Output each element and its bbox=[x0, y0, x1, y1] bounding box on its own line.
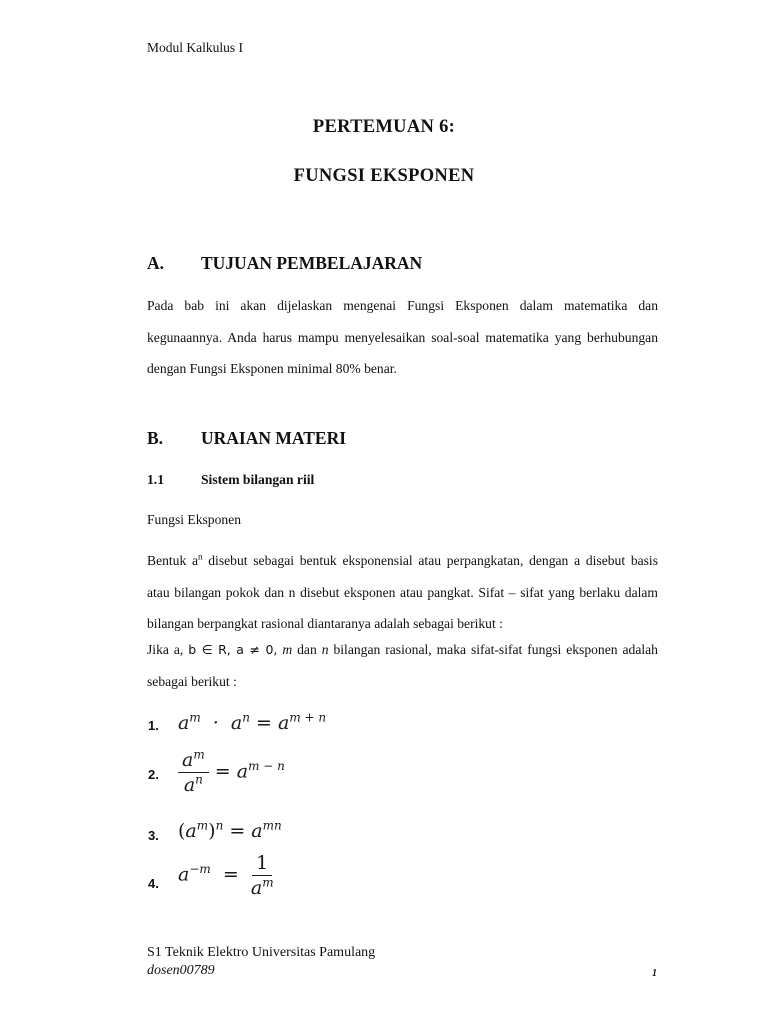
running-header: Modul Kalkulus I bbox=[147, 40, 243, 55]
footer-author: dosen00789 bbox=[147, 963, 215, 978]
formula-3: $(a^m)^n = a^{mn}$ bbox=[178, 818, 282, 842]
page-number: 1 bbox=[652, 968, 657, 979]
formula-3-number: 3. bbox=[148, 828, 159, 843]
chapter-subtitle: FUNGSI EKSPONEN bbox=[293, 166, 475, 186]
definition-paragraph bbox=[147, 545, 658, 640]
section-a-heading: TUJUAN PEMBELAJARAN bbox=[201, 253, 423, 273]
subsection-title: Sistem bilangan riil bbox=[201, 472, 315, 487]
formula-1-number: 1. bbox=[148, 718, 159, 733]
section-a-letter: A. bbox=[147, 253, 165, 273]
para1-start: Bentuk a bbox=[147, 553, 199, 568]
topic-label: Fungsi Eksponen bbox=[147, 512, 242, 527]
chapter-title: PERTEMUAN 6: bbox=[312, 117, 456, 137]
subsection-number: 1.1 bbox=[147, 472, 164, 487]
section-b-letter: B. bbox=[147, 428, 164, 448]
formula-2-number: 2. bbox=[148, 767, 159, 782]
conditions-paragraph bbox=[147, 634, 658, 697]
section-a-paragraph: Pada bab ini akan dijelaskan mengenai Fungsi Eksponen dalam matematika dan kegunaannya. Anda harus mampu menyelesaikan soal-soal matematika yang berhubungan dengan Fungsi Eksponen minimal 80% benar. bbox=[147, 298, 658, 376]
footer-institution: S1 Teknik Elektro Universitas Pamulang bbox=[147, 945, 376, 960]
para2-m: m bbox=[282, 642, 293, 657]
formula-4: $a^{-m}$ = $\frac{1}{a^m}$ bbox=[178, 852, 274, 899]
para1-superscript: n bbox=[198, 551, 203, 562]
formula-4-number: 4. bbox=[148, 876, 159, 891]
formula-1: $a^m \cdot a^n = a^{m + n}$ bbox=[178, 710, 327, 734]
formula-2: $\frac{a^m}{a^n}$ = $a^{m - n}$ bbox=[178, 749, 285, 796]
para2-dan: dan bbox=[292, 642, 322, 657]
para2-rest: bilangan rasional, maka sifat-sifat fungsi eksponen adalah sebagai berikut : bbox=[147, 642, 658, 689]
para1-rest: disebut sebagai bentuk eksponensial atau perpangkatan, dengan a disebut basis atau bilangan pokok dan n disebut eksponen atau pangkat. Sifat – sifat yang berlaku dalam bilangan berpangkat rasional diantaranya adalah sebagai berikut : bbox=[147, 553, 659, 631]
para2-math: b ∈ R, a ≠ 0, bbox=[188, 642, 278, 657]
section-b-heading: URAIAN MATERI bbox=[201, 428, 347, 448]
para2-start: Jika a, bbox=[147, 642, 189, 657]
para2-n: n bbox=[321, 642, 329, 657]
